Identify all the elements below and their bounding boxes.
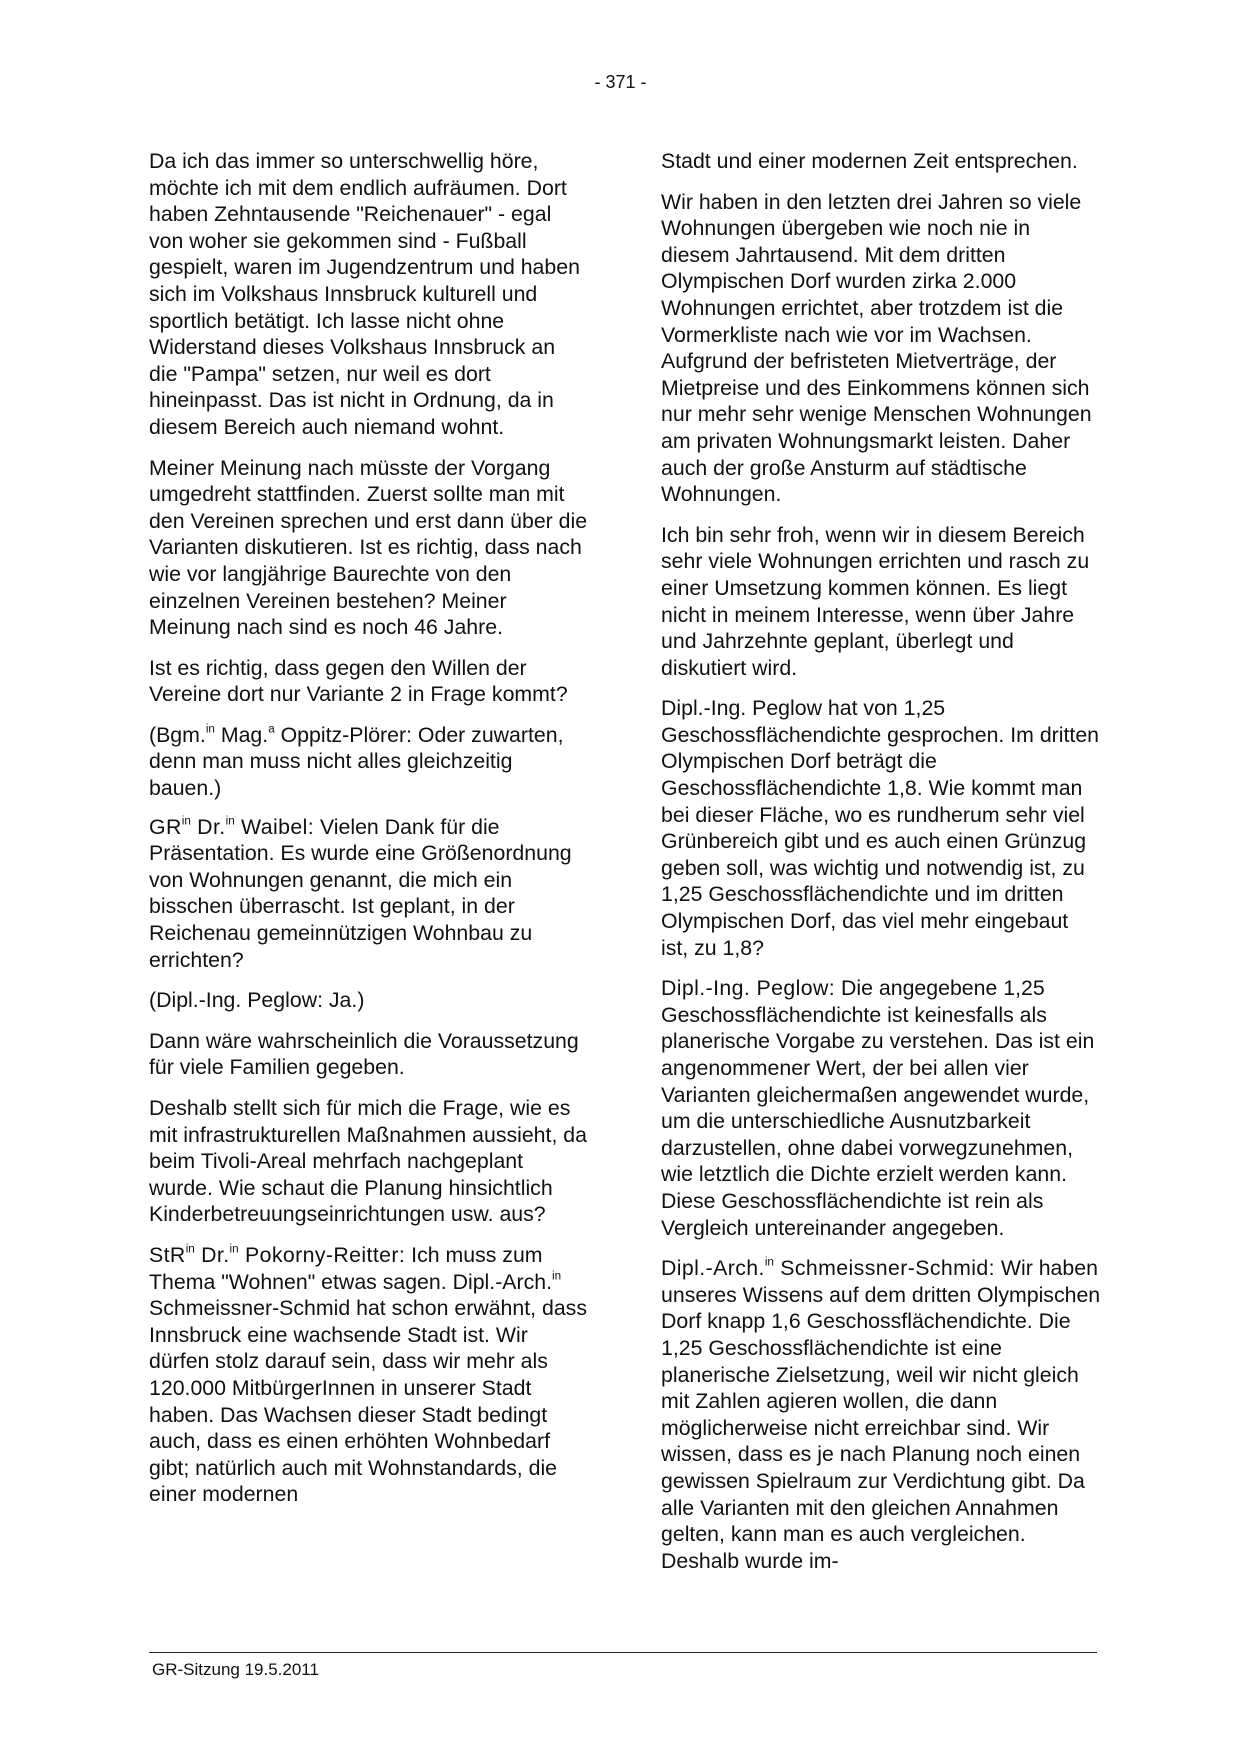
footer-divider xyxy=(149,1652,1097,1653)
page-number: - 371 - xyxy=(594,72,647,92)
speaker-name: Dr. xyxy=(190,814,226,839)
paragraph: Meiner Meinung nach müsste der Vorgang umgedreht stattfinden. Zuerst sollte man mit den Vereinen sprechen und erst dann über die Varianten diskutieren. Ist es richtig, dass nach wie vor langjährige Baurechte von den einzelnen Vereinen bestehen? Meiner Meinung nach sind es noch 46 Jahre. xyxy=(149,455,588,640)
speaker-name: StR xyxy=(149,1242,186,1267)
paragraph: Deshalb stellt sich für mich die Frage, wie es mit infrastrukturellen Maßnahmen aussieht, da beim Tivoli-Areal mehrfach nachgeplant wurde. Wie schaut die Planung hinsichtlich Kinderbetreuungseinrichtungen usw. aus? xyxy=(149,1096,587,1227)
speaker-name: Waibel: xyxy=(234,814,315,839)
speaker-paragraph xyxy=(149,814,589,974)
speaker-title: (Bgm. xyxy=(149,722,206,747)
speaker-name: Dr. xyxy=(194,1242,230,1267)
interjection-paragraph xyxy=(149,722,589,802)
speaker-name: Dipl.-Arch. xyxy=(661,1256,765,1281)
speaker-title: Mag. xyxy=(214,722,269,747)
superscript: in xyxy=(205,722,215,736)
paragraph: Dann wäre wahrscheinlich die Voraussetzung für viele Familien gegeben. xyxy=(149,1028,579,1080)
paragraph-text: Vielen Dank für die Präsentation. Es wurde eine Größenordnung von Wohnungen genannt, die mich ein bisschen überrascht. Ist geplant, in der Reichenau gemeinnützigen Wohnbau zu errichten? xyxy=(149,814,572,972)
paragraph-text: Oppitz-Plörer: Oder zuwarten, denn man muss nicht alles gleichzeitig bauen.) xyxy=(149,722,564,801)
speaker-name: GR xyxy=(149,814,182,839)
speaker-name: Schmeissner-Schmid: xyxy=(773,1256,995,1281)
paragraph: Dipl.-Ing. Peglow hat von 1,25 Geschossflächendichte gesprochen. Im dritten Olympischen Dorf beträgt die Geschossflächendichte 1,8. Wie kommt man bei dieser Fläche, wo es rundherum sehr viel Grünbereich gibt und es auch einen Grünzug geben soll, was wichtig und notwendig ist, zu 1,25 Geschossflächendichte und im dritten Olympischen Dorf, das viel mehr eingebaut ist, zu 1,8? xyxy=(661,696,1100,960)
speaker-paragraph xyxy=(149,1242,589,1508)
paragraph: (Dipl.-Ing. Peglow: Ja.) xyxy=(149,988,365,1013)
paragraph-text: Schmeissner-Schmid hat schon erwähnt, dass Innsbruck eine wachsende Stadt ist. Wir dürfen stolz darauf sein, dass wir mehr als 120.000 MitbürgerInnen in unserer Stadt haben. Das Wachsen dieser Stadt bedingt auch, dass es einen erhöhten Wohnbedarf gibt; natürlich auch mit Wohnstandards, die einer modernen xyxy=(149,1296,587,1507)
paragraph: Ich bin sehr froh, wenn wir in diesem Bereich sehr viele Wohnungen errichten und rasch zu einer Umsetzung kommen können. Es liegt nicht in meinem Interesse, wenn über Jahre und Jahrzehnte geplant, überlegt und diskutiert wird. xyxy=(661,522,1090,680)
speaker-paragraph xyxy=(661,1255,1101,1574)
paragraph: Ist es richtig, dass gegen den Willen der Vereine dort nur Variante 2 in Frage kommt? xyxy=(149,655,568,707)
superscript: in xyxy=(185,1242,195,1256)
paragraph: Wir haben in den letzten drei Jahren so viele Wohnungen übergeben wie noch nie in diesem Jahrtausend. Mit dem dritten Olympischen Dorf wurden zirka 2.000 Wohnungen errichtet, aber trotzdem ist die Vormerkliste nach wie vor im Wachsen. Aufgrund der befristeten Mietverträge, der Mietpreise und des Einkommens können sich nur mehr sehr wenige Menschen Wohnungen am privaten Wohnungsmarkt leisten. Daher auch der große Ansturm auf städtische Wohnungen. xyxy=(661,189,1092,507)
right-column xyxy=(661,148,1101,1588)
speaker-paragraph xyxy=(661,975,1101,1241)
paragraph-text: Wir haben unseres Wissens auf dem dritten Olympischen Dorf knapp 1,6 Geschossflächendichte. Die 1,25 Geschossflächendichte ist eine planerische Zielsetzung, weil wir nicht gleich mit Zahlen agieren wollen, die dann möglicherweise nicht erreichbar sind. Wir wissen, dass es je nach Planung noch einen gewissen Spielraum zur Verdichtung gibt. Da alle Varianten mit den gleichen Annahmen gelten, kann man es auch vergleichen. Deshalb wurde im- xyxy=(661,1256,1101,1573)
superscript: a xyxy=(268,722,275,736)
speaker-name: Pokorny-Reitter: xyxy=(238,1242,406,1267)
paragraph-text: Die angegebene 1,25 Geschossflächendichte ist keinesfalls als planerische Vorgabe zu verstehen. Das ist ein angenommener Wert, der bei allen vier Varianten gleichermaßen angewendet wurde, um die unterschiedliche Ausnutzbarkeit darzustellen, ohne dabei vorwegzunehmen, wie letztlich die Dichte erzielt werden kann. Diese Geschossflächendichte ist rein als Vergleich untereinander angegeben. xyxy=(661,976,1095,1240)
paragraph-text: Ich muss zum Thema "Wohnen" etwas sagen. Dipl.-Arch. xyxy=(149,1242,552,1294)
paragraph: Da ich das immer so unterschwellig höre, möchte ich mit dem endlich aufräumen. Dort haben Zehntausende "Reichenauer" - egal von woher sie gekommen sind - Fußball gespielt, waren im Jugendzentrum und haben sich im Volkshaus Innsbruck kulturell und sportlich betätigt. Ich lasse nicht ohne Widerstand dieses Volkshaus Innsbruck an die "Pampa" setzen, nur weil es dort hineinpasst. Das ist nicht in Ordnung, da in diesem Bereich auch niemand wohnt. xyxy=(149,149,580,439)
superscript: in xyxy=(764,1255,774,1269)
superscript: in xyxy=(181,814,191,828)
paragraph: Stadt und einer modernen Zeit entsprechen. xyxy=(661,149,1078,173)
speaker-name: Dipl.-Ing. Peglow: xyxy=(661,976,836,1001)
superscript: in xyxy=(552,1269,562,1283)
superscript: in xyxy=(229,1242,239,1256)
left-column xyxy=(149,148,589,1522)
footer-session-date: GR-Sitzung 19.5.2011 xyxy=(152,1660,319,1679)
superscript: in xyxy=(225,814,235,828)
